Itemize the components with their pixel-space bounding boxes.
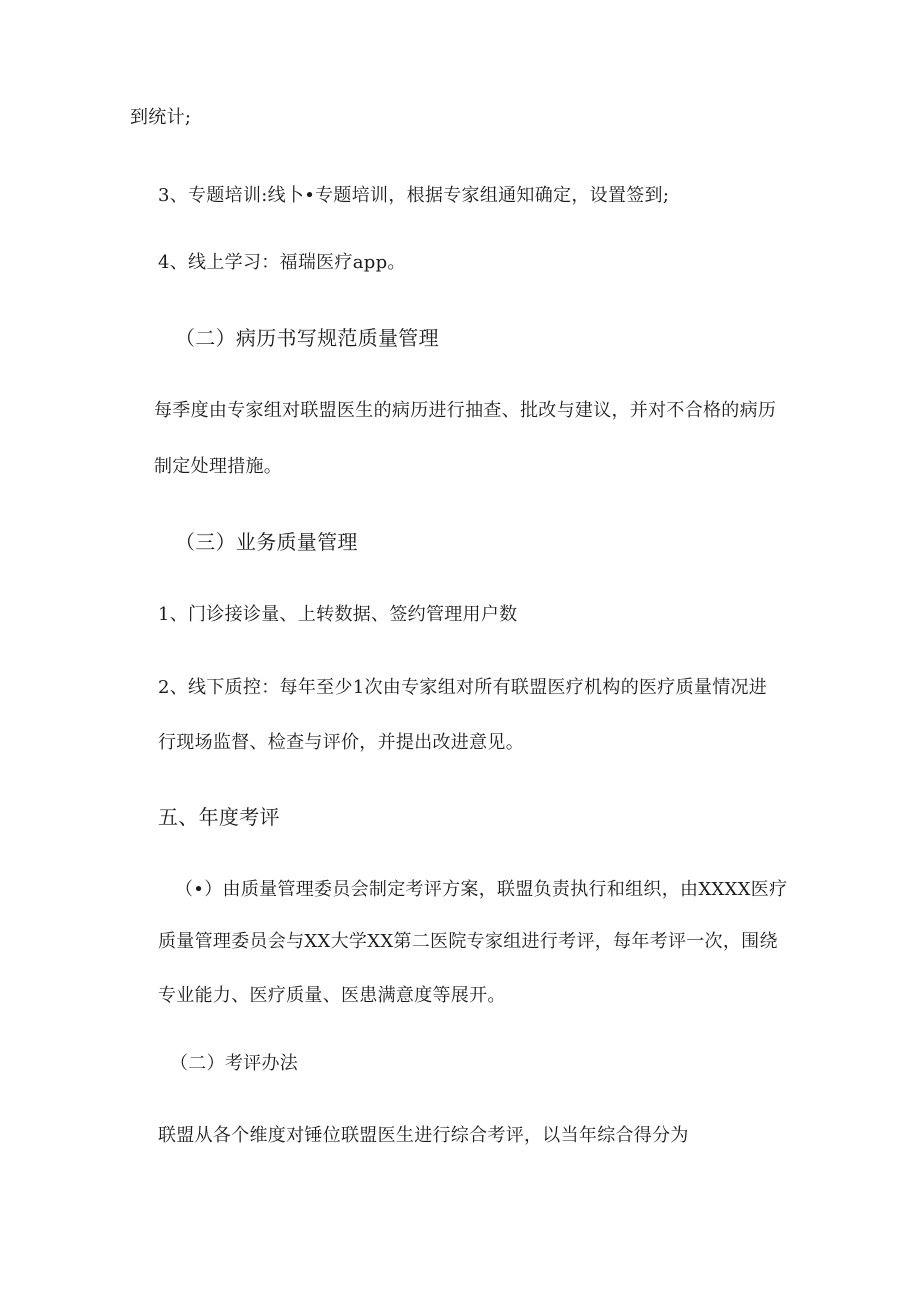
list-item-outpatient-metrics: 1、门诊接诊量、上转数据、签约管理用户数 — [158, 604, 518, 625]
paragraph-medical-records-line-2: 制定处理措施。 — [154, 456, 283, 477]
section-heading-medical-records: （二）病历书写规范质量管理 — [175, 326, 439, 350]
list-item-offline-qc-line-1: 2、线下质控：每年至少1次由专家组对所有联盟医疗机构的医疗质量情况进 — [158, 677, 768, 698]
list-item-special-training: 3、专题培训:线卜•专题培训，根据专家组通知确定，设置签到; — [158, 185, 670, 206]
chapter-heading-annual-evaluation: 五、年度考评 — [158, 805, 280, 829]
paragraph-continuation-statistics: 到统计; — [130, 107, 192, 128]
paragraph-evaluation-plan-line-3: 专业能力、医疗质量、医患满意度等展开。 — [158, 985, 506, 1006]
list-item-online-learning: 4、线上学习：福瑞医疗app。 — [158, 252, 406, 273]
paragraph-evaluation-plan-line-2: 质量管理委员会与XX大学XX第二医院专家组进行考评，每年考评一次，围绕 — [158, 931, 778, 952]
paragraph-evaluation-plan-line-1: （•）由质量管理委员会制定考评方案，联盟负责执行和组织，由XXXX医疗 — [175, 879, 788, 900]
paragraph-evaluation-method: 联盟从各个维度对锤位联盟医生进行综合考评，以当年综合得分为 — [158, 1125, 689, 1146]
subsection-heading-evaluation-method: （二）考评办法 — [170, 1053, 299, 1074]
paragraph-medical-records-line-1: 每季度由专家组对联盟医生的病历进行抽查、批改与建议，并对不合格的病历 — [154, 400, 777, 421]
list-item-offline-qc-line-2: 行现场监督、检查与评价，并提出改进意见。 — [158, 732, 524, 753]
section-heading-business-quality: （三）业务质量管理 — [175, 530, 358, 554]
